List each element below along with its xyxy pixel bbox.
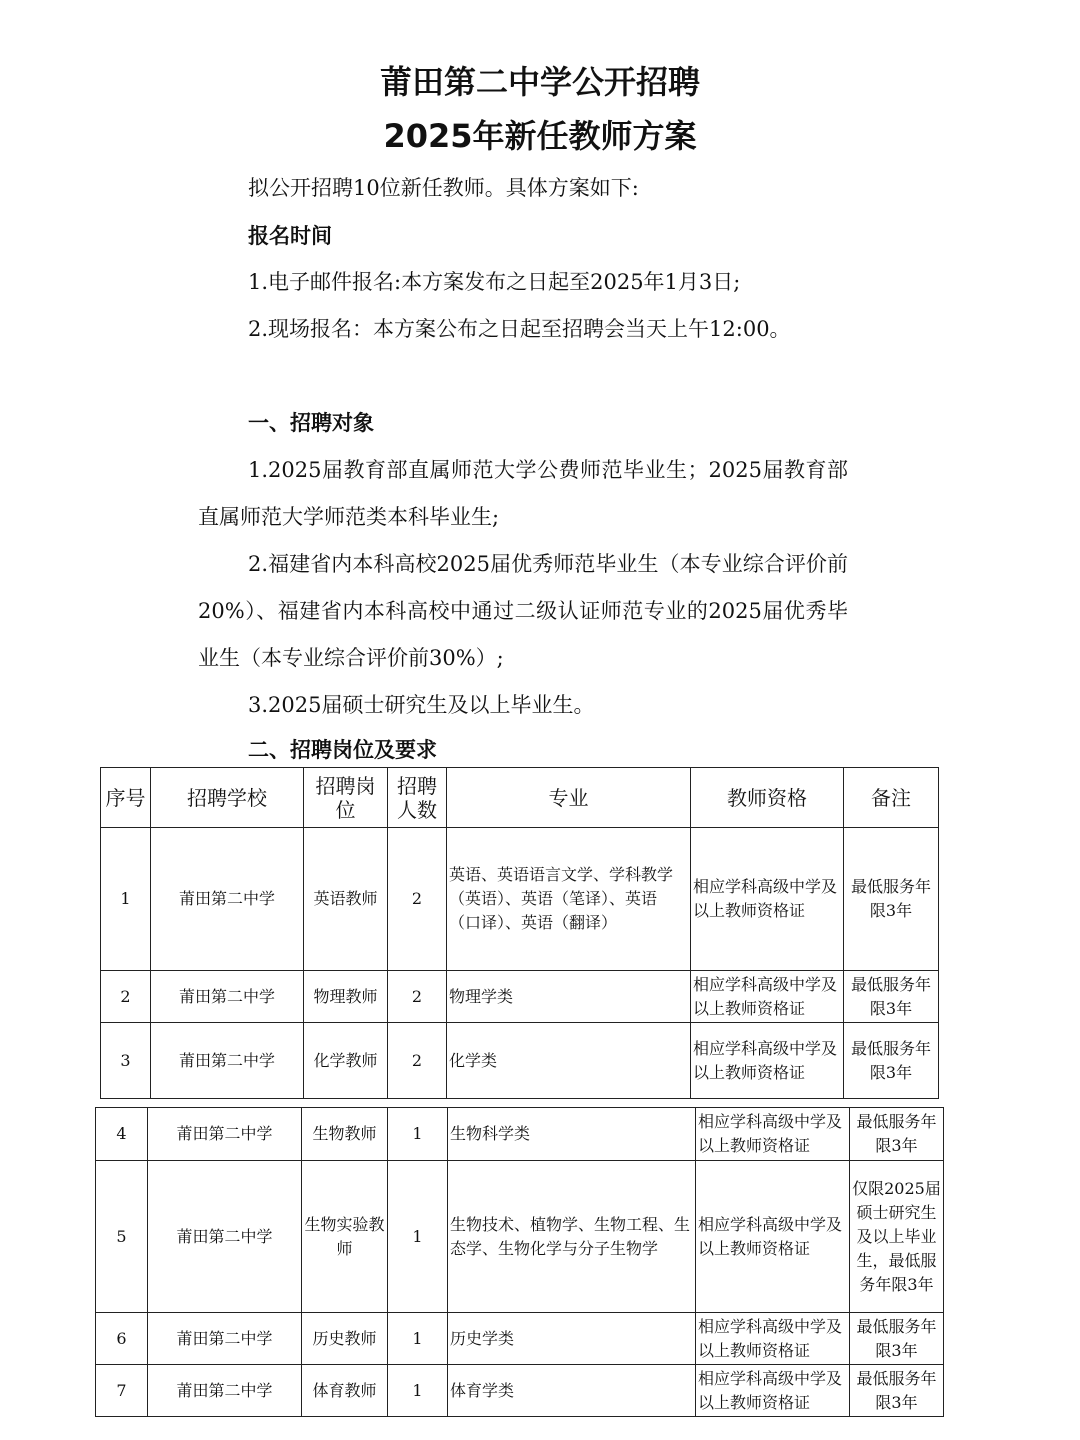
cell-school: 莆田第二中学	[151, 1023, 304, 1099]
cell-post: 物理教师	[304, 971, 388, 1023]
section1-item-2: 2.福建省内本科高校2025届优秀师范毕业生（本专业综合评价前20%）、福建省内本科高校中通过二级认证师范专业的2025届优秀毕业生（本专业综合评价前30%）;	[198, 552, 848, 670]
cell-qualification: 相应学科高级中学及以上教师资格证	[691, 1023, 844, 1099]
cell-post: 化学教师	[304, 1023, 388, 1099]
section2-heading: 二、招聘岗位及要求	[248, 738, 437, 762]
cell-major: 生物科学类	[448, 1108, 696, 1161]
cell-no: 2	[101, 971, 151, 1023]
section1-item-1: 1.2025届教育部直属师范大学公费师范毕业生；2025届教育部直属师范大学师范类本科毕业生;	[198, 458, 848, 529]
cell-school: 莆田第二中学	[148, 1161, 302, 1313]
header-post: 招聘岗位	[304, 768, 388, 828]
cell-count: 2	[388, 1023, 447, 1099]
cell-no: 5	[96, 1161, 148, 1313]
cell-qualification: 相应学科高级中学及以上教师资格证	[696, 1108, 850, 1161]
header-note: 备注	[844, 768, 939, 828]
cell-post: 生物教师	[302, 1108, 388, 1161]
cell-qualification: 相应学科高级中学及以上教师资格证	[691, 828, 844, 971]
cell-school: 莆田第二中学	[148, 1365, 302, 1417]
cell-major: 英语、英语语言文学、学科教学（英语）、英语（笔译）、英语（口译）、英语（翻译）	[447, 828, 691, 971]
table-row	[96, 1313, 944, 1365]
cell-major: 体育学类	[448, 1365, 696, 1417]
cell-post: 体育教师	[302, 1365, 388, 1417]
table-row	[101, 971, 939, 1023]
header-count: 招聘人数	[388, 768, 447, 828]
cell-school: 莆田第二中学	[148, 1108, 302, 1161]
table-row	[101, 828, 939, 971]
cell-count: 1	[388, 1108, 448, 1161]
cell-qualification: 相应学科高级中学及以上教师资格证	[696, 1365, 850, 1417]
cell-post: 历史教师	[302, 1313, 388, 1365]
cell-count: 2	[388, 971, 447, 1023]
cell-post: 英语教师	[304, 828, 388, 971]
cell-no: 4	[96, 1108, 148, 1161]
cell-count: 1	[388, 1313, 448, 1365]
cell-count: 1	[388, 1161, 448, 1313]
table-row	[96, 1108, 944, 1161]
cell-qualification: 相应学科高级中学及以上教师资格证	[691, 971, 844, 1023]
cell-major: 生物技术、植物学、生物工程、生态学、生物化学与分子生物学	[448, 1161, 696, 1313]
document-title-line1: 莆田第二中学公开招聘	[379, 63, 700, 101]
registration-heading: 报名时间	[248, 223, 332, 248]
table-row	[96, 1161, 944, 1313]
cell-no: 1	[101, 828, 151, 971]
header-major: 专业	[447, 768, 691, 828]
positions-table-part2	[95, 1107, 944, 1417]
cell-note: 仅限2025届硕士研究生及以上毕业生，最低服务年限3年	[850, 1161, 944, 1313]
cell-note: 最低服务年限3年	[850, 1108, 944, 1161]
header-qualification: 教师资格	[691, 768, 844, 828]
positions-table-part1	[100, 767, 939, 1099]
cell-note: 最低服务年限3年	[850, 1313, 944, 1365]
table-header-row	[101, 768, 939, 828]
document-title-line2: 2025年新任教师方案	[383, 117, 697, 155]
cell-no: 7	[96, 1365, 148, 1417]
cell-count: 1	[388, 1365, 448, 1417]
table-row	[101, 1023, 939, 1099]
cell-school: 莆田第二中学	[151, 971, 304, 1023]
cell-major: 化学类	[447, 1023, 691, 1099]
cell-qualification: 相应学科高级中学及以上教师资格证	[696, 1313, 850, 1365]
cell-note: 最低服务年限3年	[844, 971, 939, 1023]
header-school: 招聘学校	[151, 768, 304, 828]
registration-item-1: 1.电子邮件报名:本方案发布之日起至2025年1月3日;	[248, 270, 741, 294]
cell-no: 6	[96, 1313, 148, 1365]
section1-heading: 一、招聘对象	[248, 411, 374, 435]
table-row	[96, 1365, 944, 1417]
cell-qualification: 相应学科高级中学及以上教师资格证	[696, 1161, 850, 1313]
intro-paragraph: 拟公开招聘10位新任教师。具体方案如下:	[248, 176, 639, 200]
header-no: 序号	[101, 768, 151, 828]
cell-major: 历史学类	[448, 1313, 696, 1365]
cell-post: 生物实验教师	[302, 1161, 388, 1313]
cell-note: 最低服务年限3年	[850, 1365, 944, 1417]
cell-school: 莆田第二中学	[151, 828, 304, 971]
cell-count: 2	[388, 828, 447, 971]
section1-item-3: 3.2025届硕士研究生及以上毕业生。	[248, 693, 595, 717]
cell-note: 最低服务年限3年	[844, 1023, 939, 1099]
cell-major: 物理学类	[447, 971, 691, 1023]
registration-item-2: 2.现场报名：本方案公布之日起至招聘会当天上午12:00。	[248, 317, 791, 341]
cell-school: 莆田第二中学	[148, 1313, 302, 1365]
cell-no: 3	[101, 1023, 151, 1099]
cell-note: 最低服务年限3年	[844, 828, 939, 971]
